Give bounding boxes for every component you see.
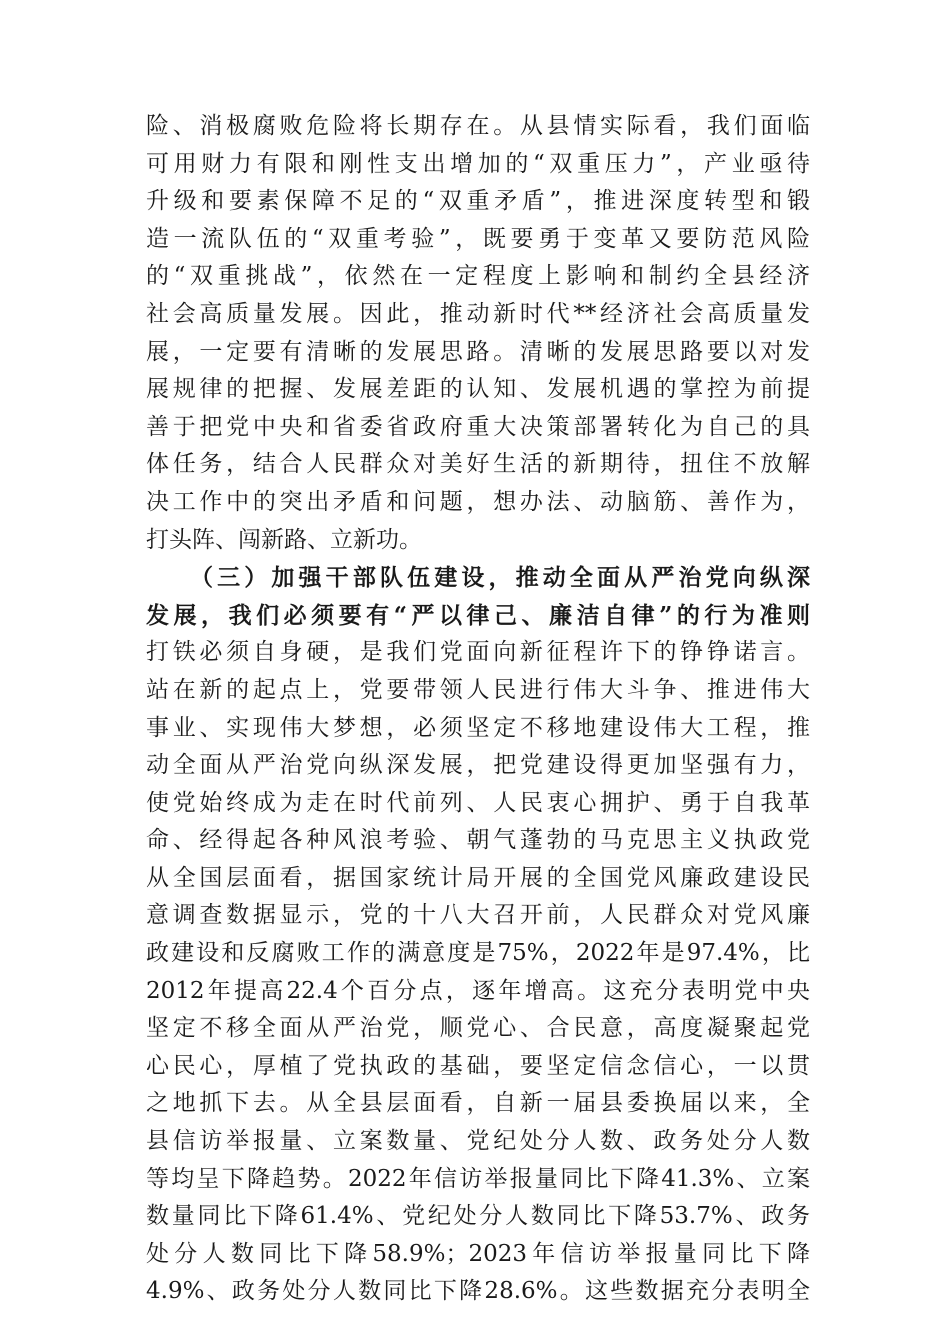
- text-line: 等均呈下降趋势。2022年信访举报量同比下降41.3%、立案: [146, 1165, 810, 1192]
- text-line: 数量同比下降61.4%、党纪处分人数同比下降53.7%、政务: [146, 1203, 810, 1230]
- text-line: 社会高质量发展。因此，推动新时代**经济社会高质量发: [146, 300, 810, 327]
- text-line: 站在新的起点上，党要带领人民进行伟大斗争、推进伟大: [146, 676, 810, 703]
- text-line: 从全国层面看，据国家统计局开展的全国党风廉政建设民: [146, 864, 810, 891]
- text-line: 体任务，结合人民群众对美好生活的新期待，扭住不放解: [146, 451, 810, 478]
- text-line: 打头阵、闯新路、立新功。: [146, 526, 422, 553]
- heading-line: （三）加强干部队伍建设，推动全面从严治党向纵深: [190, 564, 810, 592]
- text-line: 坚定不移全面从严治党，顺党心、合民意，高度凝聚起党: [146, 1015, 810, 1042]
- text-line: 善于把党中央和省委省政府重大决策部署转化为自己的具: [146, 413, 810, 440]
- text-line: 造一流队伍的“双重考验”，既要勇于变革又要防范风险: [146, 225, 810, 252]
- text-line: 心民心，厚植了党执政的基础，要坚定信念信心，一以贯: [146, 1052, 810, 1079]
- text-line: 4.9%、政务处分人数同比下降28.6%。这些数据充分表明全: [146, 1278, 810, 1305]
- text-line: 意调查数据显示，党的十八大召开前，人民群众对党风廉: [146, 902, 810, 929]
- text-line: 决工作中的突出矛盾和问题，想办法、动脑筋、善作为，: [146, 488, 810, 515]
- text-line: 使党始终成为走在时代前列、人民衷心拥护、勇于自我革: [146, 789, 810, 816]
- text-line: 2012年提高22.4个百分点，逐年增高。这充分表明党中央: [146, 977, 810, 1004]
- text-line: 县信访举报量、立案数量、党纪处分人数、政务处分人数: [146, 1128, 810, 1155]
- text-line: 动全面从严治党向纵深发展，把党建设得更加坚强有力，: [146, 752, 810, 779]
- text-line: 事业、实现伟大梦想，必须坚定不移地建设伟大工程，推: [146, 714, 810, 741]
- text-line: 之地抓下去。从全县层面看，自新一届县委换届以来，全: [146, 1090, 810, 1117]
- text-line: 处分人数同比下降58.9%；2023年信访举报量同比下降: [146, 1240, 810, 1267]
- heading-line: 发展，我们必须要有“严以律己、廉洁自律”的行为准则: [146, 601, 810, 629]
- text-line: 展，一定要有清晰的发展思路。清晰的发展思路要以对发: [146, 338, 810, 365]
- text-line: 打铁必须自身硬，是我们党面向新征程许下的铮铮诺言。: [146, 639, 810, 666]
- text-line: 险、消极腐败危险将长期存在。从县情实际看，我们面临: [146, 113, 810, 139]
- document-body: [146, 108, 810, 1311]
- section-heading: [146, 559, 810, 634]
- text-line: 政建设和反腐败工作的满意度是75%，2022年是97.4%，比: [146, 940, 810, 967]
- text-line: 升级和要素保障不足的“双重矛盾”，推进深度转型和锻: [146, 188, 810, 215]
- text-line: 展规律的把握、发展差距的认知、发展机遇的掌控为前提: [146, 376, 810, 403]
- text-line: 的“双重挑战”，依然在一定程度上影响和制约全县经济: [146, 263, 810, 290]
- paragraph-1: [146, 108, 810, 559]
- paragraph-2: [146, 634, 810, 1311]
- text-line: 命、经得起各种风浪考验、朝气蓬勃的马克思主义执政党: [146, 827, 810, 854]
- text-line: 可用财力有限和刚性支出增加的“双重压力”，产业亟待: [146, 150, 810, 177]
